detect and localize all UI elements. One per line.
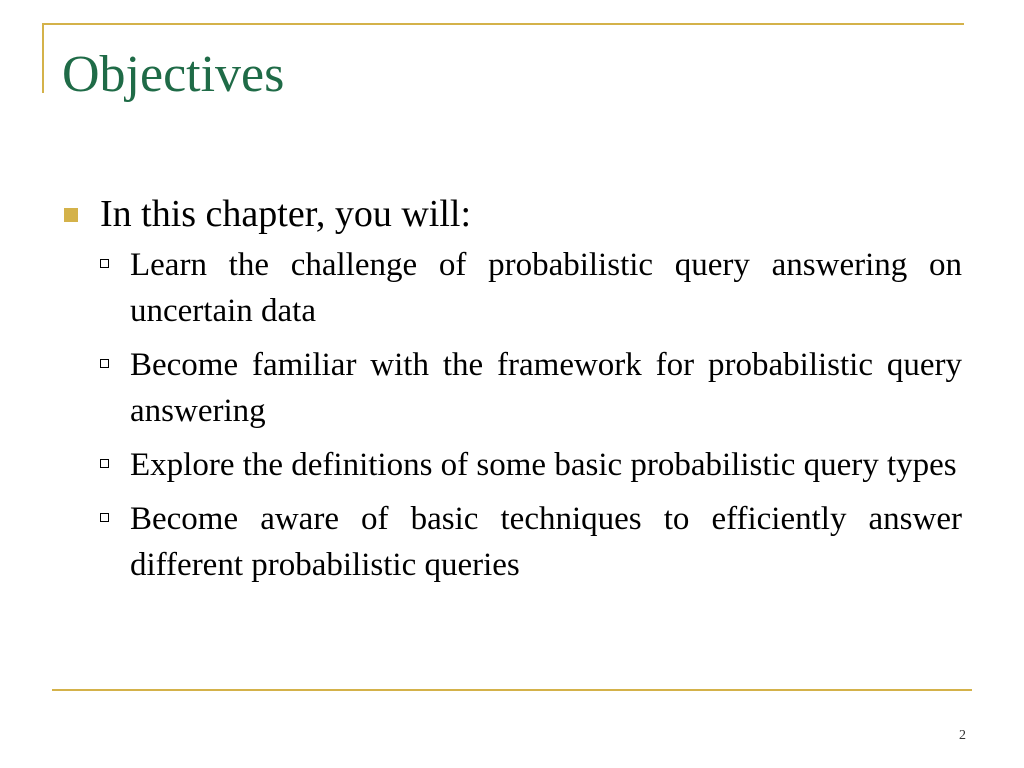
main-bullet <box>60 188 962 240</box>
hollow-square-bullet-icon <box>100 259 109 268</box>
sub-bullet-text: Become aware of basic techniques to efficiently answer different probabilistic queries <box>130 501 962 583</box>
hollow-square-bullet-icon <box>100 513 109 522</box>
square-bullet-icon <box>64 208 78 222</box>
main-bullet-text: In this chapter, you will: <box>100 193 472 235</box>
sub-bullet-item <box>60 442 962 488</box>
slide-content <box>60 188 962 596</box>
hollow-square-bullet-icon <box>100 359 109 368</box>
sub-bullet-item <box>60 496 962 588</box>
sub-bullet-text: Learn the challenge of probabilistic query answering on uncertain data <box>130 247 962 329</box>
slide-title: Objectives <box>62 46 285 103</box>
frame-top-line <box>42 23 964 25</box>
sub-bullet-text: Explore the definitions of some basic probabilistic query types <box>130 447 957 483</box>
sub-bullet-item <box>60 242 962 334</box>
footer-divider <box>52 689 972 691</box>
hollow-square-bullet-icon <box>100 459 109 468</box>
page-number: 2 <box>959 728 966 743</box>
sub-bullet-list <box>60 242 962 588</box>
frame-left-line <box>42 23 44 93</box>
sub-bullet-text: Become familiar with the framework for probabilistic query answering <box>130 347 962 429</box>
sub-bullet-item <box>60 342 962 434</box>
